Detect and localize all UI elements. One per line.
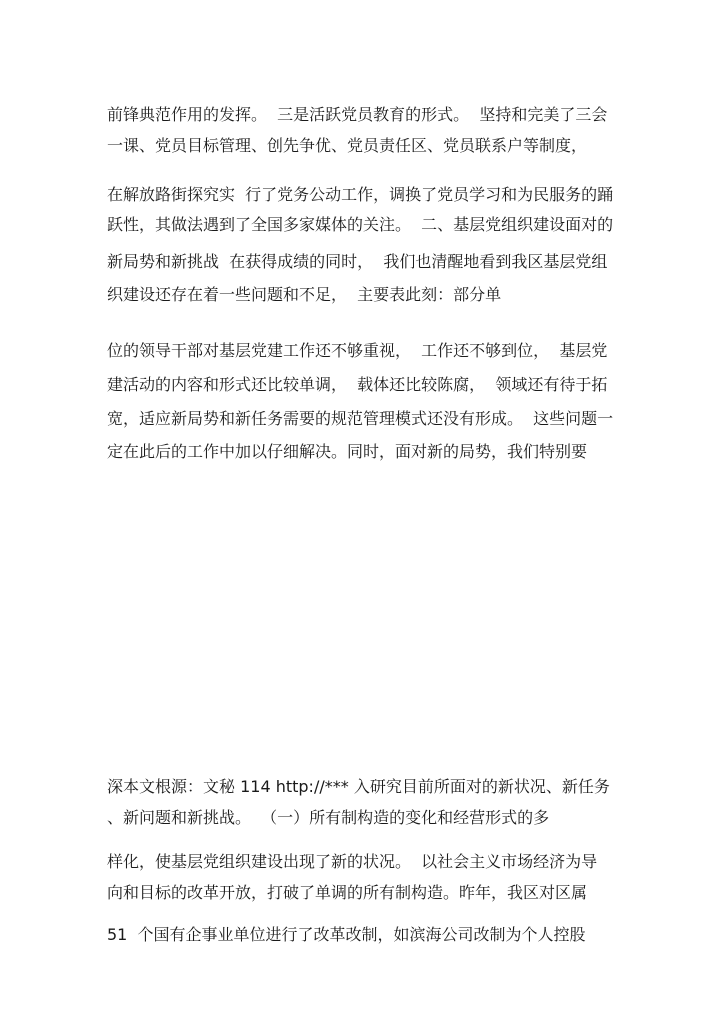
text-line: 深本文根源：文秘 114 http://*** 入研究目前所面对的新状况、新任务	[107, 777, 610, 796]
text-line: 织建设还存在着一些问题和不足， 主要表此刻：部分单	[107, 285, 502, 304]
text-line: 位的领导干部对基层党建工作还不够重视， 工作还不够到位， 基层党	[107, 341, 608, 360]
text-line: 一课、党员目标管理、创先争优、党员责任区、党员联系户等制度，	[107, 136, 588, 155]
text-line: 51 个国有企事业单位进行了改革改制，如滨海公司改制为个人控股	[107, 925, 586, 944]
text-line: 在解放路街探究实 行了党务公动工作，调换了党员学习和为民服务的踊	[107, 185, 614, 204]
text-line: 样化，使基层党组织建设出现了新的状况。 以社会主义市场经济为导	[107, 852, 598, 871]
text-line: 新局势和新挑战 在获得成绩的同时， 我们也清醒地看到我区基层党组	[107, 252, 608, 271]
text-line: 建活动的内容和形式还比较单调， 载体还比较陈腐， 领域还有待于拓	[107, 375, 608, 394]
text-line: 定在此后的工作中加以仔细解决。同时，面对新的局势，我们特别要	[107, 442, 588, 461]
text-line: 前锋典范作用的发挥。 三是活跃党员教育的形式。 坚持和完美了三会	[107, 105, 608, 124]
text-line: 跃性，其做法遇到了全国多家媒体的关注。 二、基层党组织建设面对的	[107, 215, 614, 234]
text-line: 宽，适应新局势和新任务需要的规范管理模式还没有形成。 这些问题一	[107, 409, 614, 428]
text-line: 向和目标的改革开放，打破了单调的所有制构造。昨年，我区对区属	[107, 883, 588, 902]
text-line: 、新问题和新挑战。 （一）所有制构造的变化和经营形式的多	[107, 808, 550, 827]
